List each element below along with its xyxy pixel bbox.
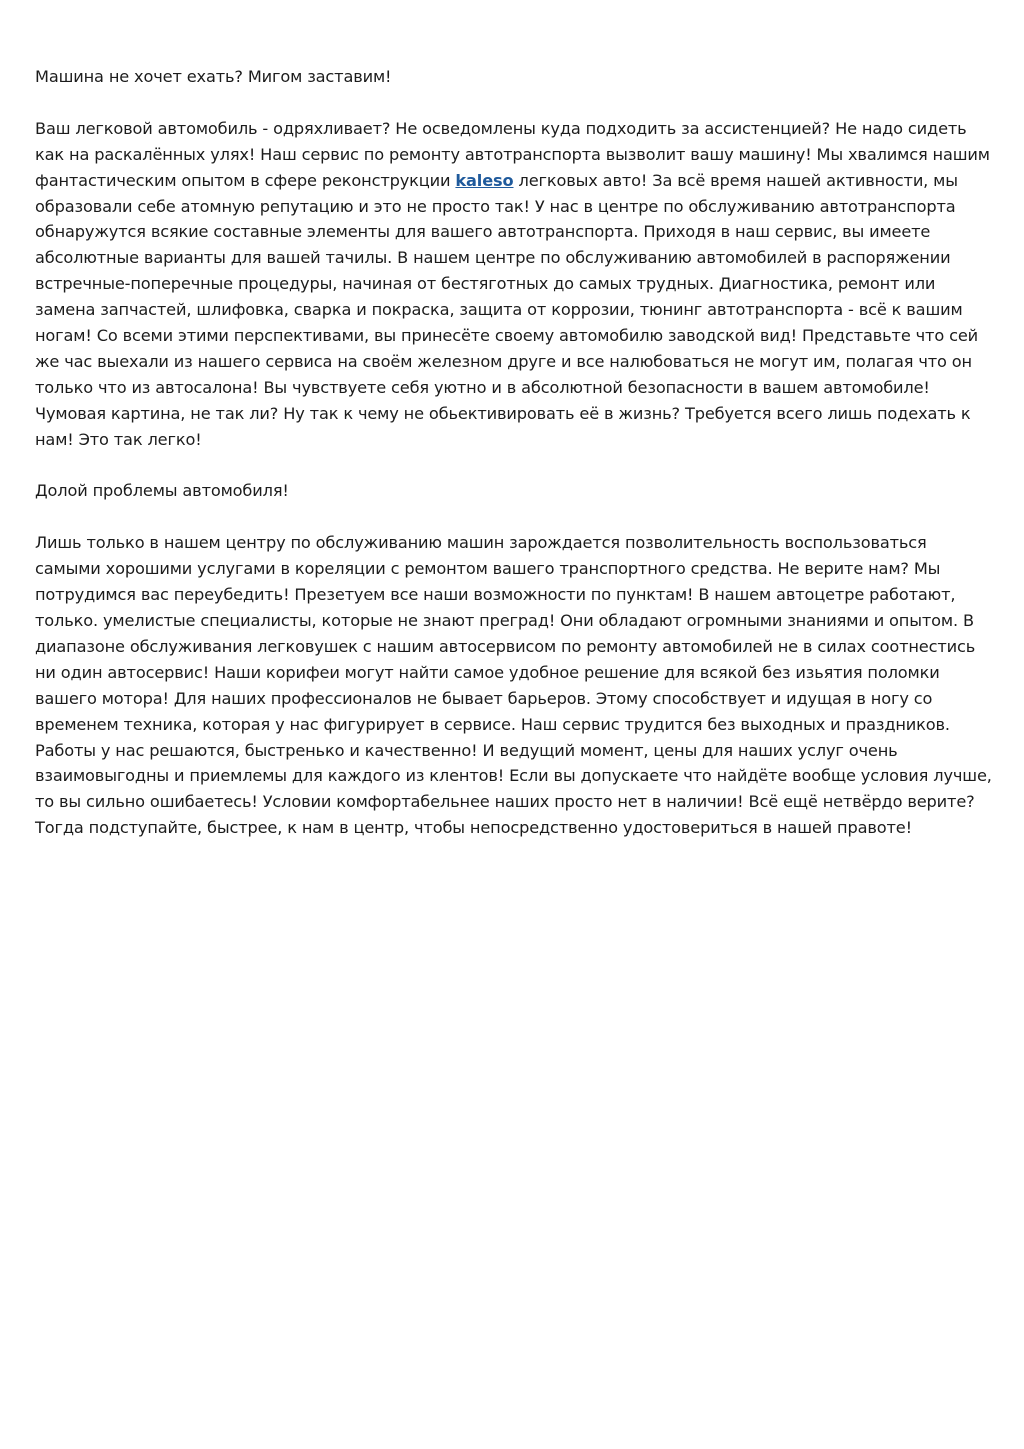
heading-problems: Долой проблемы автомобиля! bbox=[35, 481, 289, 501]
paragraph-intro-text-before: Ваш легковой автомобиль - одряхливает? Не осведомлены куда подходить за ассистенцией? Не надо сидеть как на раскалённых улях! Наш сервис по ремонту автотранспорта вызволит вашу машину! Мы хвалимся нашим фантастическим опытом в сфере реконструкции bbox=[35, 118, 990, 190]
document-body bbox=[35, 64, 993, 841]
paragraph-intro bbox=[35, 116, 993, 453]
heading-intro: Машина не хочет ехать? Мигом заставим! bbox=[35, 67, 392, 86]
spacer bbox=[35, 504, 993, 530]
paragraph-intro-text-after: легковых авто! За всё время нашей активности, мы образовали себе атомную репутацию и это не просто так! У нас в центре по обслуживанию автотранспорта обнаружутся всякие составные элементы для вашего автотранспорта. Приходя в наш сервис, вы имеете абсолютные варианты для вашей тачилы. В нашем центре по обслуживанию автомобилей в распоряжении встречные-поперечные процедуры, начиная от бестяготных до самых трудных. Диагностика, ремонт или замена запчастей, шлифовка, сварка и покраска, защита от коррозии, тюнинг автотранспорта - всё к вашим ногам! Со всеми этими перспективами, вы принесёте своему автомобилю заводской вид! Представьте что сей же час выехали из нашего сервиса на своём железном друге и все налюбоваться не могут им, полагая что он только что из автосалона! Вы чувствуете себя уютно и в абсолютной безопасности в вашем автомобиле! Чумовая картина, не так ли? Ну так к чему не обьективировать её в жизнь? Требуется всего лишь подехать к нам! Это так легко! bbox=[35, 170, 979, 449]
spacer bbox=[35, 453, 993, 479]
kaleso-link[interactable]: kaleso bbox=[455, 170, 514, 190]
paragraph-services: Лишь только в нашем центру по обслуживанию машин зарождается позволительность воспользоваться самыми хорошими услугами в кореляции с ремонтом вашего транспортного средства. Не верите нам? Мы потрудимся вас переубедить! Презетуем все наши возможности по пунктам! В нашем автоцетре работают, только. умелистые специалисты, которые не знают преград! Они обладают огромными знаниями и опытом. В диапазоне обслуживания легковушек с нашим автосервисом по ремонту автомобилей не в силах соотнестись ни один автосервис! Наши корифеи могут найти самое удобное решение для всякой без изьятия поломки вашего мотора! Для наших профессионалов не бывает барьеров. Этому способствует и идущая в ногу со временем техника, которая у нас фигурирует в сервисе. Наш сервис трудится без выходных и праздников. Работы у нас решаются, быстренько и качественно! И ведущий момент, цены для наших услуг очень взаимовыгодны и приемлемы для каждого из клентов! Если вы допускаете что найдёте вообще условия лучше, то вы сильно ошибаетесь! Условии комфортабельнее наших просто нет в наличии! Всё ещё нетвёрдо верите? Тогда подступайте, быстрее, к нам в центр, чтобы непосредственно удостовериться в нашей правоте! bbox=[35, 533, 992, 838]
spacer bbox=[35, 90, 993, 116]
